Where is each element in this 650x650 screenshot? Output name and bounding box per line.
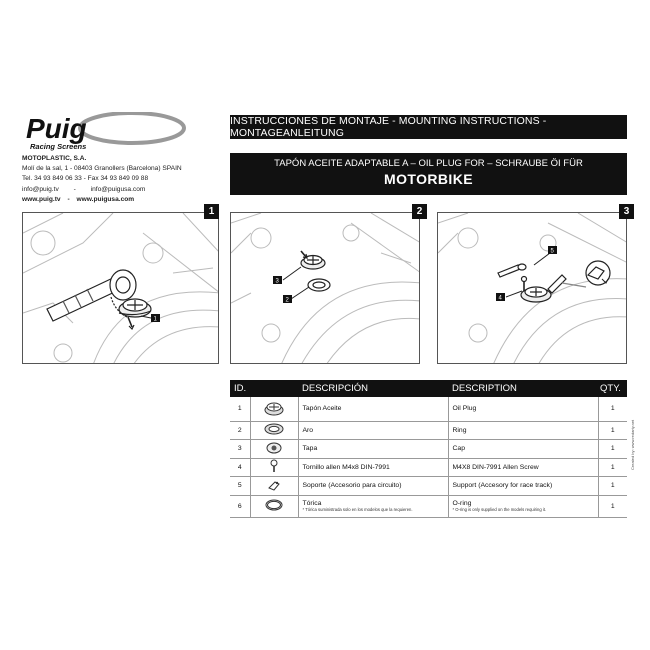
product-title: TAPÓN ACEITE ADAPTABLE A – OIL PLUG FOR – SCHRAUBE ÖI FÜR [274,158,583,169]
header-descripcion: DESCRIPCIÓN [298,380,448,397]
table-row [230,458,627,477]
step-3-illustration [437,212,627,364]
row-id: 6 [230,495,250,517]
row-id: 5 [230,477,250,496]
instructions-title: INSTRUCCIONES DE MONTAJE - MOUNTING INSTRUCTIONS - MONTAGEANLEITUNG [230,115,547,139]
parts-table [230,380,627,518]
row-descripcion-text: Tórica [302,500,322,507]
row-qty: 1 [598,495,627,517]
callout-4: 4 [498,295,502,302]
step-number-2: 2 [412,204,427,219]
header-id: ID. [230,380,250,397]
step-2-illustration [230,212,420,364]
row-description-text: O-ring [452,500,472,507]
table-row [230,477,627,496]
row-description: Ring [448,421,598,440]
logo-wordmark: Puig [26,113,87,144]
step-number-3: 3 [619,204,634,219]
company-websites: www.puig.tv - www.puigusa.com [22,195,135,203]
email-usa[interactable]: info@puigusa.com [90,185,146,193]
table-header-row [230,380,627,397]
logo-tagline: Racing Screens [30,142,87,151]
table-row [230,440,627,459]
header-image [250,380,298,397]
company-emails: info@puig.tv - info@puigusa.com [22,185,146,193]
credit-text: Created by: www.redarty.net [630,419,635,470]
table-row [230,421,627,440]
row-description: Support (Accesory for race track) [448,477,598,496]
company-name: MOTOPLASTIC, S.A. [22,155,87,162]
company-info [22,154,232,205]
row-descripcion: Aro [298,421,448,440]
row-qty: 1 [598,477,627,496]
support-bracket-icon [250,477,298,496]
header-description: DESCRIPTION [448,380,598,397]
o-ring-icon [250,495,298,517]
cap-icon [250,440,298,459]
company-address: Molí de la sal, 1 - 08403 Granollers (Barcelona) SPAIN [22,165,182,173]
email-primary[interactable]: info@puig.tv [22,185,59,193]
row-qty: 1 [598,440,627,459]
row-qty: 1 [598,458,627,477]
row-description: M4X8 DIN-7991 Allen Screw [448,458,598,477]
row-descripcion: Tornillo allen M4x8 DIN-7991 [298,458,448,477]
ring-icon [250,421,298,440]
row-id: 4 [230,458,250,477]
row-descripcion-note: * Tórica suministrada solo en los modelos que la requieren. [302,507,413,512]
puig-logo [22,112,192,152]
row-descripcion: Soporte (Accesorio para circuito) [298,477,448,496]
instructions-header [230,115,627,139]
row-description [448,495,598,517]
website-usa[interactable]: www.puigusa.com [76,195,135,203]
row-id: 3 [230,440,250,459]
callout-2: 2 [285,297,289,304]
row-qty: 1 [598,397,627,421]
row-qty: 1 [598,421,627,440]
table-row [230,397,627,421]
website-primary[interactable]: www.puig.tv [22,195,61,203]
callout-3: 3 [275,278,279,285]
callout-1: 1 [153,316,157,323]
row-description-note: * O-ring is only supplied on the models requiring it. [452,507,547,512]
row-description: Cap [448,440,598,459]
company-phone: Tel. 34 93 849 06 33 - Fax 34 93 849 09 88 [22,175,149,183]
row-descripcion: Tapón Aceite [298,397,448,421]
row-description: Oil Plug [448,397,598,421]
product-header [230,153,627,195]
row-id: 1 [230,397,250,421]
table-row [230,495,627,517]
step-1-illustration [22,212,219,364]
row-descripcion: Tapa [298,440,448,459]
allen-screw-icon [250,458,298,477]
header-qty: QTY. [598,380,627,397]
row-id: 2 [230,421,250,440]
model-name: MOTORBIKE [384,171,473,187]
step-number-1: 1 [204,204,219,219]
callout-5: 5 [550,248,554,255]
oil-plug-icon [250,397,298,421]
row-descripcion [298,495,448,517]
